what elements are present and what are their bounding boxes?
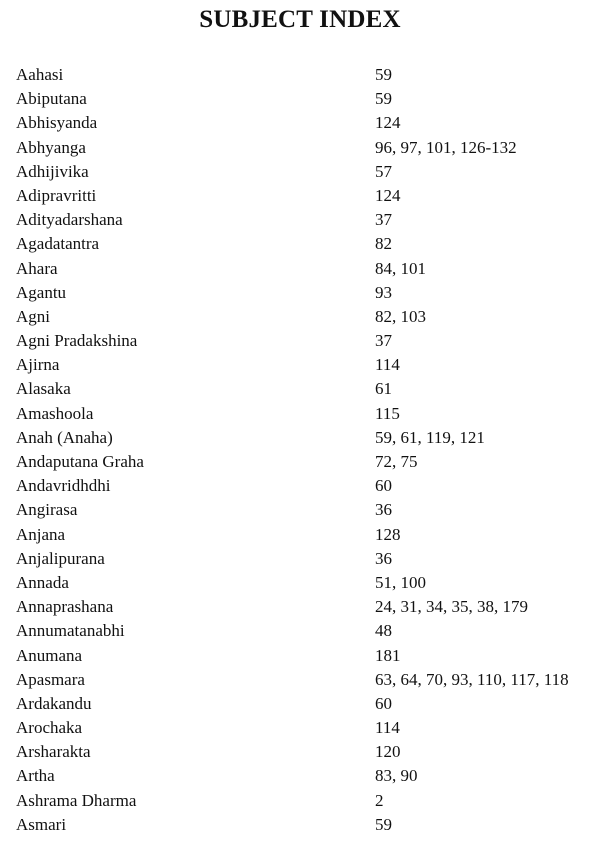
index-term: Agni Pradakshina xyxy=(16,331,138,351)
index-term: Abiputana xyxy=(16,89,87,109)
index-entry xyxy=(0,63,600,87)
index-list xyxy=(0,63,600,837)
index-term: Andaputana Graha xyxy=(16,452,144,471)
index-term: Asmari xyxy=(16,814,67,834)
index-pages: 93 xyxy=(375,282,392,302)
index-pages: 82, 103 xyxy=(375,306,426,326)
index-entry xyxy=(0,402,600,426)
index-entry xyxy=(0,208,600,232)
index-pages: 51, 100 xyxy=(375,572,426,592)
index-pages: 36 xyxy=(375,548,392,568)
index-pages: 60 xyxy=(375,693,392,713)
index-term: Arsharakta xyxy=(16,742,91,762)
index-term: Abhisyanda xyxy=(16,113,98,133)
index-entry xyxy=(0,644,600,668)
index-pages: 36 xyxy=(375,500,392,520)
index-entry xyxy=(0,813,600,837)
index-term: Agadatantra xyxy=(16,234,100,254)
index-term: Amashoola xyxy=(16,403,94,423)
index-term: Annada xyxy=(16,572,69,592)
index-term: Annaprashana xyxy=(16,597,114,617)
index-entry xyxy=(0,329,600,353)
index-entry xyxy=(0,353,600,377)
index-entry xyxy=(0,305,600,329)
index-term: Adityadarshana xyxy=(16,210,123,230)
index-pages: 114 xyxy=(375,718,400,738)
index-entry xyxy=(0,740,600,764)
index-term: Artha xyxy=(16,766,55,786)
index-term: Ashrama Dharma xyxy=(16,790,137,810)
index-pages: 124 xyxy=(375,185,401,205)
index-pages: 59, 61, 119, 121 xyxy=(375,427,485,447)
index-entry xyxy=(0,789,600,813)
index-pages: 37 xyxy=(375,210,392,230)
index-term: Anjana xyxy=(16,524,66,544)
index-term: Ardakandu xyxy=(16,693,92,713)
index-term: Anjalipurana xyxy=(16,548,105,568)
index-pages: 114 xyxy=(375,355,400,375)
index-entry xyxy=(0,668,600,692)
index-term: Ajirna xyxy=(16,355,60,375)
index-term: Alasaka xyxy=(16,379,71,399)
index-term: Abhyanga xyxy=(16,137,86,157)
index-pages: 96, 97, 101, 126-132 xyxy=(375,137,517,157)
index-entry xyxy=(0,764,600,788)
index-term: Apasmara xyxy=(16,669,85,689)
index-term: Agantu xyxy=(16,282,67,302)
index-pages: 72, 75 xyxy=(375,452,418,471)
index-pages: 128 xyxy=(375,524,401,544)
index-pages: 124 xyxy=(375,113,401,133)
index-pages: 24, 31, 34, 35, 38, 179 xyxy=(375,597,528,617)
index-pages: 59 xyxy=(375,65,392,84)
index-term: Agni xyxy=(16,306,50,326)
index-pages: 181 xyxy=(375,645,401,665)
index-pages: 84, 101 xyxy=(375,258,426,278)
index-entry xyxy=(0,474,600,498)
index-pages: 37 xyxy=(375,331,392,351)
index-pages: 115 xyxy=(375,403,400,423)
index-term: Annumatanabhi xyxy=(16,621,125,641)
index-pages: 2 xyxy=(375,790,384,810)
index-pages: 60 xyxy=(375,476,392,496)
page-title: SUBJECT INDEX xyxy=(199,6,401,33)
index-entry xyxy=(0,547,600,571)
index-entry xyxy=(0,716,600,740)
index-term: Adhijivika xyxy=(16,161,89,181)
index-entry xyxy=(0,160,600,184)
index-pages: 83, 90 xyxy=(375,766,418,786)
index-entry xyxy=(0,619,600,643)
index-pages: 59 xyxy=(375,814,392,834)
index-pages: 48 xyxy=(375,621,392,641)
index-pages: 57 xyxy=(375,161,392,181)
index-entry xyxy=(0,232,600,256)
index-entry xyxy=(0,450,600,474)
index-pages: 82 xyxy=(375,234,392,254)
index-entry xyxy=(0,523,600,547)
index-entry xyxy=(0,498,600,522)
index-entry xyxy=(0,571,600,595)
index-entry xyxy=(0,281,600,305)
index-term: Ahara xyxy=(16,258,58,278)
index-term: Arochaka xyxy=(16,718,83,738)
index-pages: 120 xyxy=(375,742,401,762)
index-term: Aahasi xyxy=(16,65,64,84)
index-entry xyxy=(0,377,600,401)
index-pages: 61 xyxy=(375,379,392,399)
index-entry xyxy=(0,257,600,281)
index-term: Angirasa xyxy=(16,500,78,520)
index-term: Anumana xyxy=(16,645,83,665)
index-entry xyxy=(0,426,600,450)
index-term: Anah (Anaha) xyxy=(16,427,113,447)
index-entry xyxy=(0,184,600,208)
index-entry xyxy=(0,692,600,716)
index-pages: 59 xyxy=(375,89,392,109)
index-entry xyxy=(0,595,600,619)
index-term: Adipravritti xyxy=(16,185,97,205)
index-term: Andavridhdhi xyxy=(16,476,111,496)
index-entry xyxy=(0,87,600,111)
index-entry xyxy=(0,136,600,160)
index-entry xyxy=(0,111,600,135)
index-pages: 63, 64, 70, 93, 110, 117, 118 xyxy=(375,669,569,689)
